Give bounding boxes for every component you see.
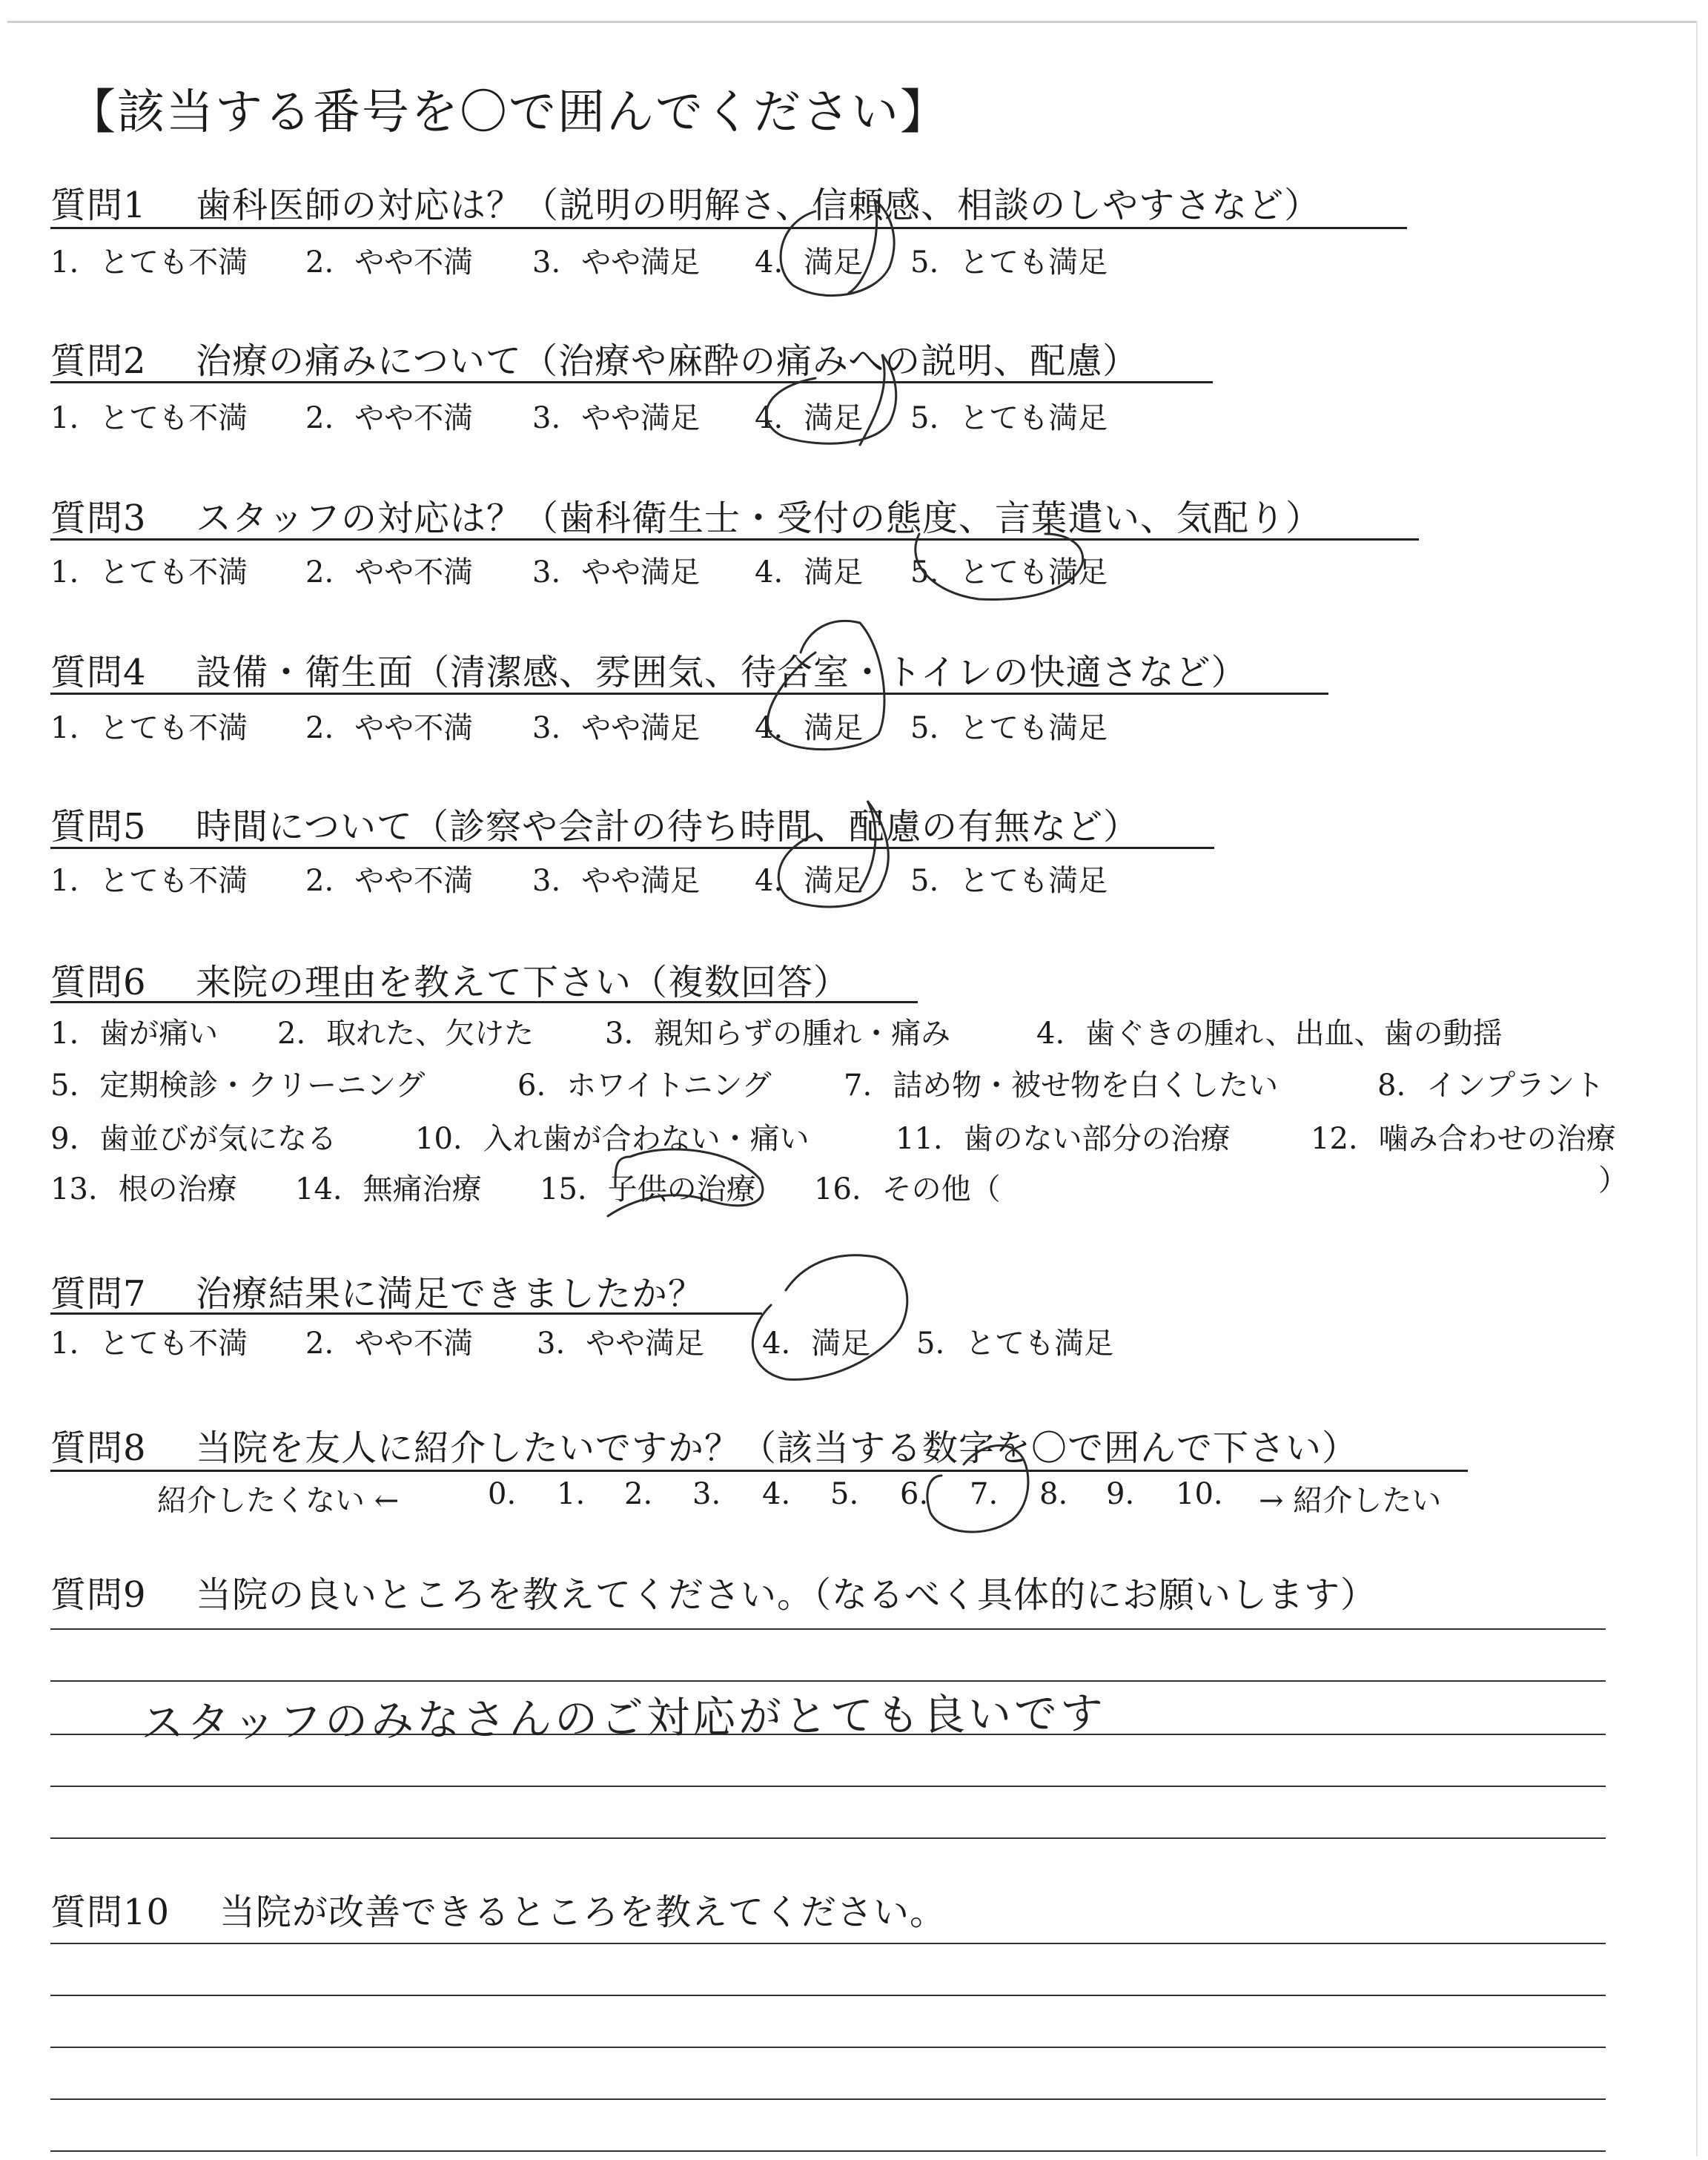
option-4[interactable]: 4. 満足: [755, 555, 864, 589]
question-number: 質問5: [50, 806, 147, 848]
option-1[interactable]: 1. とても不満: [50, 864, 248, 898]
reason-7[interactable]: 7. 詰め物・被せ物を白くしたい: [844, 1069, 1279, 1103]
option-4[interactable]: 4. 満足: [755, 864, 864, 898]
answer-line: [50, 2098, 1606, 2100]
question-10-title: [50, 1883, 946, 1935]
reason-4[interactable]: 4. 歯ぐきの腫れ、出血、歯の動揺: [1036, 1017, 1503, 1051]
answer-line: [50, 1628, 1606, 1630]
question-3-title: [50, 489, 1322, 541]
question-text: 治療の痛みについて（治療や麻酔の痛みへの説明、配慮）: [196, 340, 1139, 382]
question-7-options: [50, 1320, 1659, 1361]
answer-line: [50, 2047, 1606, 2048]
option-1[interactable]: 1. とても不満: [50, 555, 248, 589]
reason-13[interactable]: 13. 根の治療: [50, 1172, 237, 1206]
question-6-row-3: [50, 1115, 1659, 1156]
answer-line: [50, 1943, 1606, 1944]
question-8-scale: [50, 1477, 1659, 1518]
option-2[interactable]: 2. やや不満: [305, 864, 474, 898]
score-7[interactable]: 7.: [970, 1477, 999, 1511]
question-number: 質問6: [50, 962, 147, 1003]
question-2-title: [50, 332, 1139, 383]
answer-line: [50, 2150, 1606, 2152]
question-number: 質問8: [50, 1427, 147, 1469]
question-4-title: [50, 644, 1248, 695]
option-3[interactable]: 3. やや満足: [532, 555, 701, 589]
handwritten-answer[interactable]: スタッフのみなさんのご対応がとても良いです: [140, 1688, 1107, 1748]
option-5[interactable]: 5. とても満足: [916, 1327, 1114, 1361]
question-number: 質問4: [50, 652, 147, 693]
option-1[interactable]: 1. とても不満: [50, 401, 248, 435]
question-3-options: [50, 549, 1659, 589]
other-close-paren: ）: [1598, 1163, 1628, 1198]
page-heading: 【該当する番号を〇で囲んでください】: [68, 85, 949, 140]
question-5-options: [50, 857, 1659, 898]
option-2[interactable]: 2. やや不満: [305, 711, 474, 745]
question-number: 質問3: [50, 498, 147, 539]
option-2[interactable]: 2. やや不満: [305, 555, 474, 589]
reason-10[interactable]: 10. 入れ歯が合わない・痛い: [415, 1122, 810, 1156]
option-3[interactable]: 3. やや満足: [532, 401, 701, 435]
question-5-title: [50, 798, 1139, 849]
question-number: 質問10: [50, 1892, 171, 1933]
question-text: 設備・衛生面（清潔感、雰囲気、待合室・トイレの快適さなど）: [196, 652, 1248, 693]
reason-5[interactable]: 5. 定期検診・クリーニング: [50, 1069, 426, 1103]
reason-2[interactable]: 2. 取れた、欠けた: [277, 1017, 534, 1051]
score-5[interactable]: 5.: [830, 1477, 859, 1511]
question-6-underline: [50, 1001, 918, 1003]
answer-line: [50, 1786, 1606, 1787]
question-8-title: [50, 1419, 1358, 1470]
question-text: 当院を友人に紹介したいですか？（該当する数字を〇で囲んで下さい）: [196, 1427, 1359, 1469]
question-1-underline: [50, 227, 1407, 229]
question-number: 質問1: [50, 185, 147, 226]
question-9-title: [50, 1566, 1377, 1617]
question-text: 当院の良いところを教えてください。（なるべく具体的にお願いします）: [196, 1574, 1377, 1616]
option-5[interactable]: 5. とても満足: [910, 864, 1108, 898]
question-6-row-2: [50, 1062, 1659, 1103]
question-6-title: [50, 954, 850, 1005]
question-text: 治療結果に満足できましたか？: [196, 1273, 705, 1315]
option-5[interactable]: 5. とても満足: [910, 555, 1108, 589]
reason-9[interactable]: 9. 歯並びが気になる: [50, 1122, 337, 1156]
question-6-row-4: [50, 1166, 1659, 1206]
score-9[interactable]: 9.: [1106, 1477, 1135, 1511]
option-2[interactable]: 2. やや不満: [305, 401, 474, 435]
option-4[interactable]: 4. 満足: [755, 711, 864, 745]
option-4[interactable]: 4. 満足: [762, 1327, 871, 1361]
score-1[interactable]: 1.: [557, 1477, 586, 1511]
question-number: 質問7: [50, 1273, 147, 1315]
option-1[interactable]: 1. とても不満: [50, 1327, 248, 1361]
question-number: 質問9: [50, 1574, 147, 1616]
question-text: 歯科医師の対応は？（説明の明解さ、信頼感、相談のしやすさなど）: [196, 185, 1321, 226]
score-2[interactable]: 2.: [624, 1477, 653, 1511]
question-2-options: [50, 394, 1659, 435]
question-text: 当院が改善できるところを教えてください。: [219, 1892, 947, 1933]
score-0[interactable]: 0.: [488, 1477, 517, 1511]
question-4-underline: [50, 693, 1328, 695]
question-7-title: [50, 1265, 704, 1316]
option-2[interactable]: 2. やや不満: [305, 245, 474, 280]
question-2-underline: [50, 381, 1213, 383]
option-3[interactable]: 3. やや満足: [532, 711, 701, 745]
score-10[interactable]: 10.: [1176, 1477, 1223, 1511]
question-1-title: [50, 176, 1320, 228]
score-6[interactable]: 6.: [900, 1477, 929, 1511]
option-5[interactable]: 5. とても満足: [910, 401, 1108, 435]
reason-15[interactable]: 15. 子供の治療: [540, 1172, 756, 1206]
question-number: 質問2: [50, 340, 147, 382]
option-5[interactable]: 5. とても満足: [910, 711, 1108, 745]
option-4[interactable]: 4. 満足: [755, 401, 864, 435]
page-top-edge: [7, 21, 1696, 23]
question-text: 来院の理由を教えて下さい（複数回答）: [196, 962, 850, 1003]
score-8[interactable]: 8.: [1039, 1477, 1068, 1511]
question-3-underline: [50, 538, 1419, 541]
option-3[interactable]: 3. やや満足: [537, 1327, 705, 1361]
option-1[interactable]: 1. とても不満: [50, 245, 248, 280]
option-3[interactable]: 3. やや満足: [532, 245, 701, 280]
reason-16[interactable]: 16. その他（: [814, 1172, 1001, 1206]
question-4-options: [50, 704, 1659, 745]
page-right-edge: [1696, 21, 1698, 2156]
score-3[interactable]: 3.: [692, 1477, 721, 1511]
option-4[interactable]: 4. 満足: [755, 245, 864, 280]
option-2[interactable]: 2. やや不満: [305, 1327, 474, 1361]
answer-line: [50, 1995, 1606, 1996]
option-1[interactable]: 1. とても不満: [50, 711, 248, 745]
reason-14[interactable]: 14. 無痛治療: [295, 1172, 482, 1206]
question-5-underline: [50, 847, 1214, 849]
answer-line: [50, 1837, 1606, 1839]
reason-8[interactable]: 8. インプラント: [1377, 1069, 1605, 1103]
reason-3[interactable]: 3. 親知らずの腫れ・痛み: [605, 1017, 951, 1051]
option-5[interactable]: 5. とても満足: [910, 245, 1108, 280]
reason-12[interactable]: 12. 噛み合わせの治療: [1311, 1122, 1616, 1156]
question-7-underline: [50, 1312, 762, 1315]
reason-11[interactable]: 11. 歯のない部分の治療: [896, 1122, 1231, 1156]
scale-left-label: 紹介したくない ←: [157, 1484, 400, 1518]
question-text: スタッフの対応は？（歯科衛生士・受付の態度、言葉遣い、気配り）: [196, 498, 1323, 539]
question-6-row-1: [50, 1010, 1659, 1051]
reason-6[interactable]: 6. ホワイトニング: [517, 1069, 772, 1103]
reason-1[interactable]: 1. 歯が痛い: [50, 1017, 219, 1051]
question-8-underline: [50, 1470, 1468, 1472]
option-3[interactable]: 3. やや満足: [532, 864, 701, 898]
question-1-options: [50, 239, 1659, 280]
scale-right-label: → 紹介したい: [1259, 1484, 1442, 1518]
score-4[interactable]: 4.: [762, 1477, 791, 1511]
question-text: 時間について（診察や会計の待ち時間、配慮の有無など）: [196, 806, 1140, 848]
